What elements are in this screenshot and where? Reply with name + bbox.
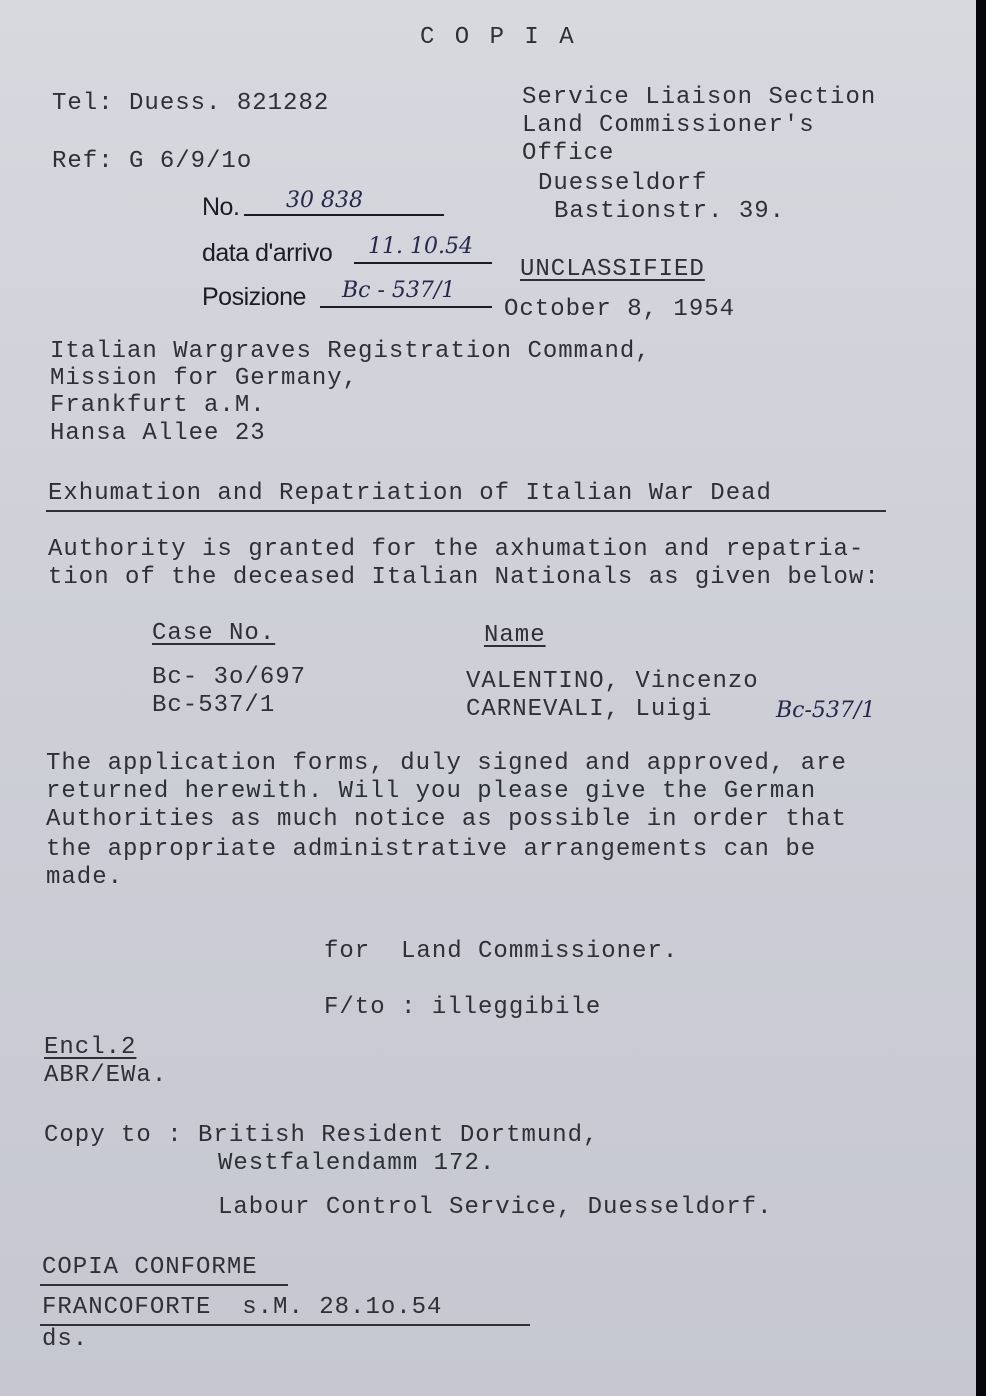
addressee-line: Mission for Germany, (50, 365, 359, 392)
subject-underline (46, 510, 886, 512)
place-date-underline (40, 1324, 530, 1326)
intro-line: tion of the deceased Italian Nationals as given below: (48, 564, 880, 591)
signature-for: for Land Commissioner. (324, 938, 679, 965)
copy-to-line: Copy to : British Resident Dortmund, (44, 1122, 599, 1149)
stamp-arrival-value: 11. 10.54 (368, 234, 473, 259)
case-number: Bc- 3o/697 (152, 664, 307, 691)
addressee-line: Frankfurt a.M. (50, 392, 266, 419)
reference-initials: ABR/EWa. (44, 1062, 168, 1089)
sender-line: Office (522, 140, 615, 167)
stamp-no-label: No. (202, 193, 240, 221)
enclosures: Encl.2 (44, 1034, 137, 1061)
copy-to-line: Westfalendamm 172. (218, 1150, 496, 1177)
deceased-name: VALENTINO, Vincenzo (466, 668, 759, 695)
body-line: the appropriate administrative arrangements can be (46, 836, 817, 863)
sender-line: Bastionstr. 39. (554, 198, 786, 225)
sender-line: Service Liaison Section (522, 84, 877, 111)
copia-conforme: COPIA CONFORME (42, 1254, 258, 1281)
classification-label: UNCLASSIFIED (520, 256, 705, 283)
stamp-position-line (320, 306, 492, 308)
copia-heading: C O P I A (420, 24, 577, 51)
stamp-position-label: Posizione (202, 283, 306, 311)
deceased-name: CARNEVALI, Luigi (466, 696, 713, 723)
addressee-line: Italian Wargraves Registration Command, (50, 338, 651, 365)
scan-edge (976, 0, 986, 1396)
conforme-underline (40, 1284, 288, 1286)
body-line: made. (46, 864, 124, 891)
intro-line: Authority is granted for the axhumation and repatria- (48, 536, 865, 563)
stamp-no-value: 30 838 (286, 188, 363, 213)
addressee-line: Hansa Allee 23 (50, 420, 266, 447)
typist-initials: ds. (42, 1326, 89, 1353)
body-line: Authorities as much notice as possible in order that (46, 806, 847, 833)
stamp-no-line (244, 214, 444, 216)
body-line: returned herewith. Will you please give the German (46, 778, 817, 805)
sender-line: Land Commissioner's (522, 112, 815, 139)
letter-date: October 8, 1954 (504, 296, 736, 323)
stamp-arrival-line (354, 262, 492, 264)
body-line: The application forms, duly signed and approved, are (46, 750, 847, 777)
case-number: Bc-537/1 (152, 692, 276, 719)
subject-line: Exhumation and Repatriation of Italian War Dead (48, 480, 772, 507)
telephone-line: Tel: Duess. 821282 (52, 90, 330, 117)
stamp-position-value: Bc - 537/1 (342, 278, 456, 303)
handwritten-case-note: Bc-537/1 (776, 698, 876, 723)
signature-fto: F/to : illeggibile (324, 994, 602, 1021)
reference-line: Ref: G 6/9/1o (52, 148, 253, 175)
name-header: Name (484, 622, 546, 649)
place-and-date: FRANCOFORTE s.M. 28.1o.54 (42, 1294, 443, 1321)
sender-line: Duesseldorf (538, 170, 708, 197)
stamp-arrival-label: data d'arrivo (202, 239, 333, 267)
case-number-header: Case No. (152, 620, 276, 647)
copy-to-line: Labour Control Service, Duesseldorf. (218, 1194, 773, 1221)
